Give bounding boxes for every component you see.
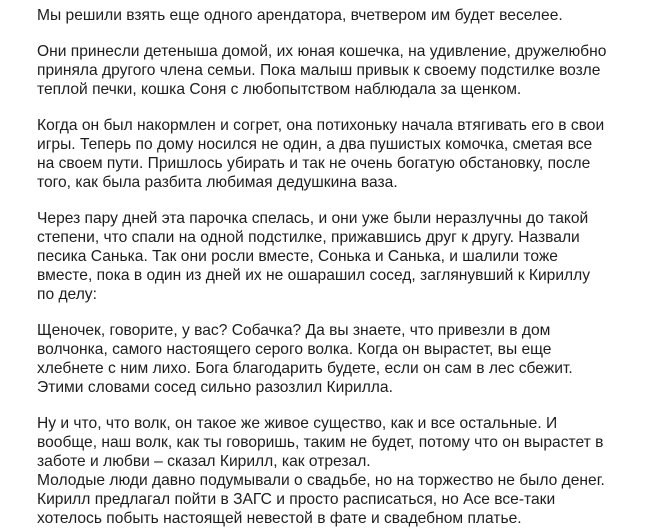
- text-line: хотелось побыть настоящей невестой в фате и свадебном платье.: [37, 510, 522, 527]
- text-line: волчонка, самого настоящего серого волка. Когда он вырастет, вы еще: [37, 341, 552, 358]
- text-line: теплой печки, кошка Соня с любопытством наблюдала за щенком.: [37, 81, 522, 98]
- text-line: степени, что спали на одной подстилке, прижавшись друг к другу. Назвали: [37, 229, 580, 246]
- text-line: игры. Теперь по дому носился не один, а два пушистых комочка, сметая все: [37, 136, 593, 153]
- text-line: приняла другого члена семьи. Пока малыш привык к своему подстилке возле: [37, 62, 601, 79]
- text-line: Этими словами сосед сильно разозлил Кирилла.: [37, 379, 393, 396]
- text-line: на своем пути. Пришлось убирать и так не очень богатую обстановку, после: [37, 155, 591, 172]
- paragraph-5: [37, 321, 656, 397]
- paragraph-4: [37, 209, 656, 304]
- paragraph-2: [37, 42, 656, 99]
- paragraph-6: [37, 414, 656, 528]
- paragraph-1: [37, 6, 656, 25]
- text-line: песика Санька. Так они росли вместе, Сонька и Санька, и шалили тоже: [37, 248, 558, 265]
- text-line: Когда он был накормлен и согрет, она потихоньку начала втягивать его в свои: [37, 117, 605, 134]
- text-line: Кирилл предлагал пойти в ЗАГС и просто расписаться, но Асе все-таки: [37, 491, 556, 508]
- paragraph-3: [37, 116, 656, 192]
- text-line: Ну и что, что волк, он такое же живое существо, как и все остальные. И: [37, 415, 558, 432]
- text-line: Они принесли детеныша домой, их юная кошечка, на удивление, дружелюбно: [37, 43, 607, 60]
- text-line: Щеночек, говорите, у вас? Собачка? Да вы знаете, что привезли в дом: [37, 322, 551, 339]
- text-line: вместе, пока в один из дней их не ошарашил сосед, заглянувший к Кириллу: [37, 267, 591, 284]
- text-line: того, как была разбита любимая дедушкина ваза.: [37, 174, 398, 191]
- text-line: хлебнете с ним лихо. Бога благодарить будете, если он сам в лес сбежит.: [37, 360, 573, 377]
- text-line: Через пару дней эта парочка спелась, и они уже были неразлучны до такой: [37, 210, 589, 227]
- text-line: заботе и любви – сказал Кирилл, как отрезал.: [37, 453, 371, 470]
- text-line: по делу:: [37, 286, 97, 303]
- text-line: Молодые люди давно подумывали о свадьбе, но на торжество не было денег.: [37, 472, 605, 489]
- text-line: вообще, наш волк, как ты говоришь, таким не будет, потому что он вырастет в: [37, 434, 604, 451]
- text-line: Мы решили взять еще одного арендатора, вчетвером им будет веселее.: [37, 7, 563, 24]
